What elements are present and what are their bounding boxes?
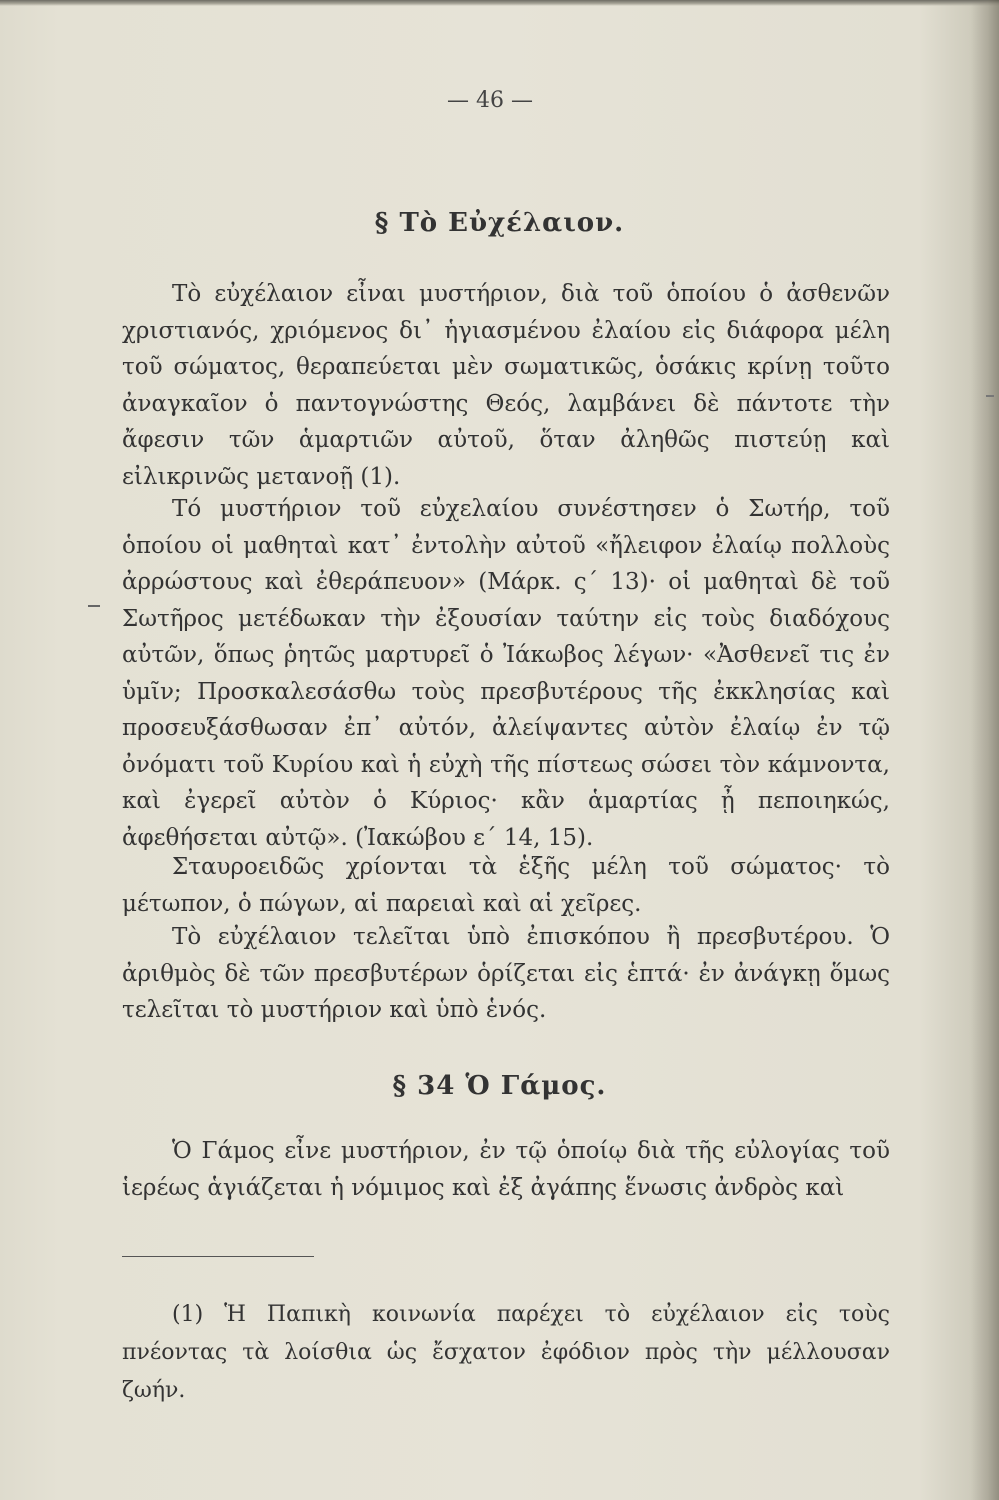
margin-mark xyxy=(88,605,100,607)
page-number: — 46 — xyxy=(447,88,533,113)
section-heading-gamos: § 34 Ὁ Γάμος. xyxy=(392,1071,607,1101)
footnote-divider xyxy=(122,1256,314,1257)
footnote: (1) Ἡ Παπικὴ κοινωνία παρέχει τὸ εὐχέλαιον εἰς τοὺς πνέοντας τὰ λοίσθια ὡς ἔσχατον ἐφόδιον πρὸς τὴν μέλλουσαν ζωήν. xyxy=(122,1302,890,1403)
section-heading-euchelaion: § Τὸ Εὐχέλαιον. xyxy=(374,208,625,238)
paragraph: Σταυροειδῶς χρίονται τὰ ἑξῆς μέλη τοῦ σώματος· τὸ μέτωπον, ὁ πώγων, αἱ παρειαὶ καὶ αἱ χεῖρες. xyxy=(122,854,890,917)
page-top-edge xyxy=(0,0,999,6)
paragraph: Τὸ εὐχέλαιον τελεῖται ὑπὸ ἐπισκόπου ἢ πρεσβυτέρου. Ὁ ἀριθμὸς δὲ τῶν πρεσβυτέρων ὁρίζεται εἰς ἑπτά· ἐν ἀνάγκῃ ὅμως τελεῖται τὸ μυστήριον καὶ ὑπὸ ἑνός. xyxy=(122,924,890,1023)
paragraph: Ὁ Γάμος εἶνε μυστήριον, ἐν τῷ ὁποίῳ διὰ τῆς εὐλογίας τοῦ ἱερέως ἁγιάζεται ἡ νόμιμος καὶ ἐξ ἀγάπης ἕνωσις ἀνδρὸς καὶ xyxy=(122,1138,890,1201)
paragraph: Τό μυστήριον τοῦ εὐχελαίου συνέστησεν ὁ Σωτήρ, τοῦ ὁποίου οἱ μαθηταὶ κατ᾽ ἐντολὴν αὐτοῦ «ἤλειφον ἐλαίῳ πολλοὺς ἀρρώστους καὶ ἐθεράπευον» (Μάρκ. ς´ 13)· οἱ μαθηταὶ δὲ τοῦ Σωτῆρος μετέδωκαν τὴν ἐξουσίαν ταύτην εἰς τοὺς διαδόχους αὐτῶν, ὅπως ῥητῶς μαρτυρεῖ ὁ Ἰάκωβος λέγων· «Ἀσθενεῖ τις ἐν ὑμῖν; Προσκαλεσάσθω τοὺς πρεσβυτέρους τῆς ἐκκλησίας καὶ προσευξάσθωσαν ἐπ᾽ αὐτόν, ἀλείψαντες αὐτὸν ἐλαίῳ ἐν τῷ ὀνόματι τοῦ Κυρίου καὶ ἡ εὐχὴ τῆς πίστεως σώσει τὸν κάμνοντα, καὶ ἐγερεῖ αὐτὸν ὁ Κύριος· κἂν ἁμαρτίας ᾖ πεποιηκώς, ἀφεθήσεται αὐτῷ». (Ἰακώβου ε´ 14, 15). xyxy=(122,496,890,851)
margin-mark xyxy=(986,395,994,397)
paragraph: Τὸ εὐχέλαιον εἶναι μυστήριον, διὰ τοῦ ὁποίου ὁ ἀσθενῶν χριστιανός, χριόμενος δι᾽ ἡγιασμένου ἐλαίου εἰς διάφορα μέλη τοῦ σώματος, θεραπεύεται μὲν σωματικῶς, ὁσάκις κρίνῃ τοῦτο ἀναγκαῖον ὁ παντογνώστης Θεός, λαμβάνει δὲ πάντοτε τὴν ἄφεσιν τῶν ἁμαρτιῶν αὐτοῦ, ὅταν ἀληθῶς πιστεύῃ καὶ εἰλικρινῶς μετανοῇ (1). xyxy=(122,281,890,490)
